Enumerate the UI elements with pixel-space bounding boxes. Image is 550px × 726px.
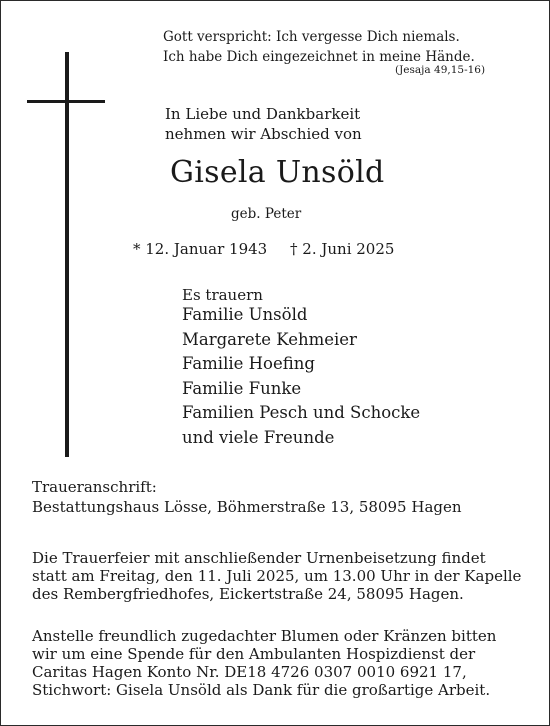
intro-line: nehmen wir Abschied von — [165, 125, 362, 143]
paragraph-line: Die Trauerfeier mit anschließender Urnenbeisetzung findet — [32, 549, 486, 567]
list-item: Familie Unsöld — [182, 305, 308, 324]
paragraph-line: Caritas Hagen Konto Nr. DE18 4726 0307 0010 6921 17, — [32, 663, 467, 681]
list-item: Familie Funke — [182, 378, 302, 398]
list-item: Familie Hoefing — [182, 354, 315, 373]
donation-paragraph — [32, 627, 496, 699]
verse-line: Ich habe Dich eingezeichnet in meine Hände. — [163, 49, 475, 65]
paragraph-line: wir um eine Spende für den Ambulanten Hospizdienst der — [32, 645, 476, 663]
cross-icon-bar — [27, 100, 105, 103]
ceremony-paragraph — [32, 549, 521, 603]
intro-line: In Liebe und Dankbarkeit — [165, 105, 361, 123]
life-dates — [133, 240, 394, 258]
mourning-address — [32, 477, 462, 517]
farewell-intro — [165, 104, 362, 144]
maiden-name: geb. Peter — [231, 206, 302, 222]
verse-line: Gott verspricht: Ich vergesse Dich niemals. — [163, 29, 460, 45]
address-line: Bestattungshaus Lösse, Böhmerstraße 13, 58095 Hagen — [32, 498, 462, 516]
mourners-intro: Es trauern — [182, 286, 263, 304]
paragraph-line: statt am Freitag, den 11. Juli 2025, um 13.00 Uhr in der Kapelle — [32, 567, 522, 585]
death-date: † 2. Juni 2025 — [290, 240, 395, 258]
list-item: Margarete Kehmeier — [182, 329, 357, 349]
address-label: Traueranschrift: — [32, 478, 157, 496]
paragraph-line: Stichwort: Gisela Unsöld als Dank für die großartige Arbeit. — [32, 681, 491, 699]
birth-date: * 12. Januar 1943 — [133, 240, 268, 258]
cross-icon — [65, 52, 69, 457]
paragraph-line: Anstelle freundlich zugedachter Blumen oder Kränzen bitten — [32, 627, 497, 645]
mourners-list — [182, 303, 420, 450]
verse-reference: (Jesaja 49,15-16) — [395, 64, 486, 76]
list-item: Familien Pesch und Schocke — [182, 403, 421, 422]
deceased-name: Gisela Unsöld — [170, 155, 385, 190]
paragraph-line: des Rembergfriedhofes, Eickertstraße 24, 58095 Hagen. — [32, 585, 464, 603]
list-item: und viele Freunde — [182, 427, 335, 447]
bible-verse — [163, 27, 475, 67]
